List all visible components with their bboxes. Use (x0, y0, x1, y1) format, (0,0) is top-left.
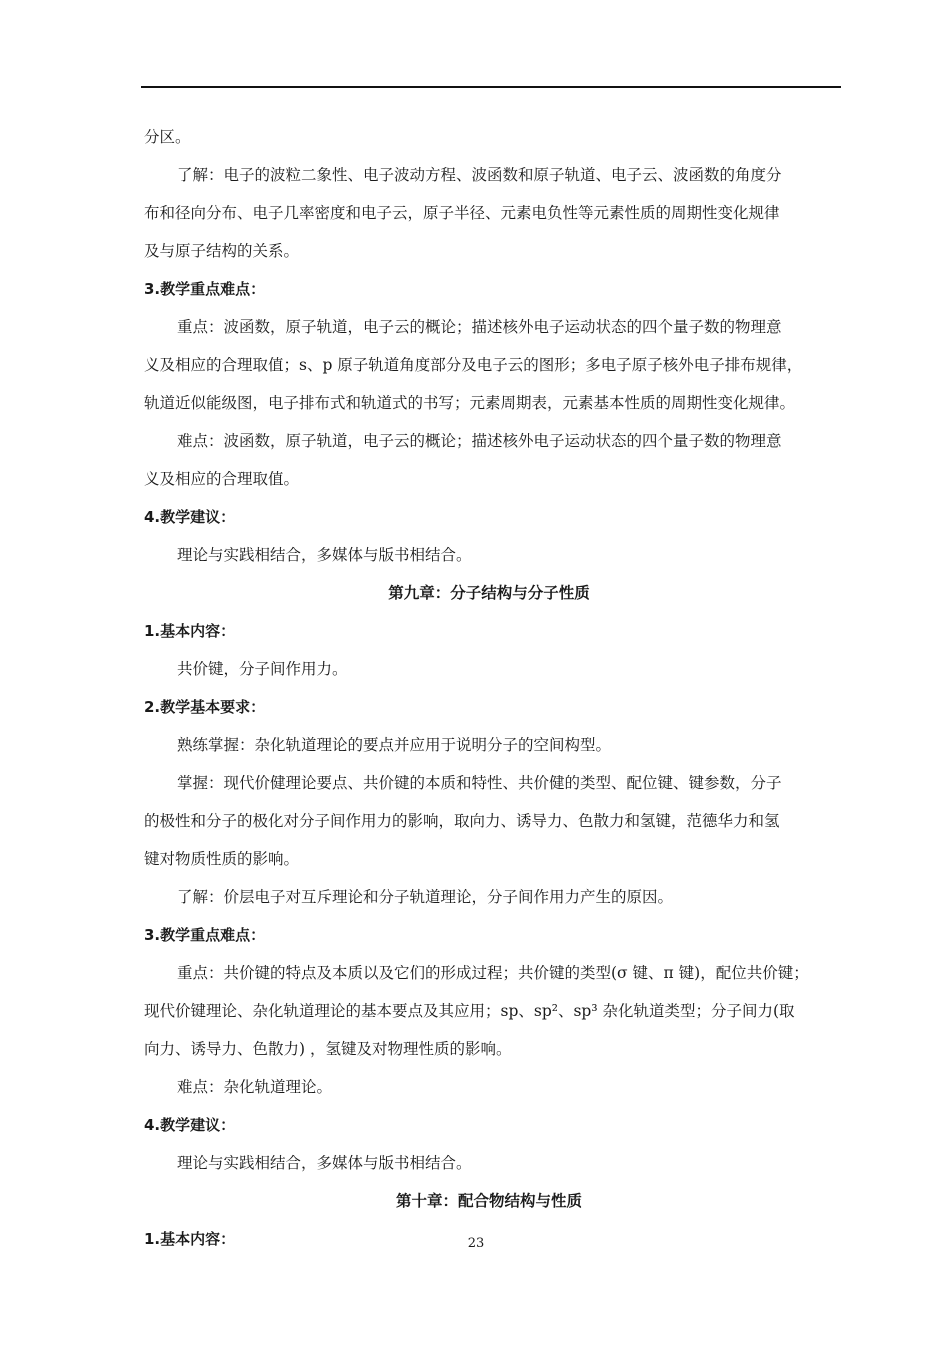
text-line: 掌握：现代价健理论要点、共价键的本质和特性、共价健的类型、配位键、键参数，分子 (177, 774, 782, 792)
header-rule (141, 86, 841, 88)
text-line: 了解：电子的波粒二象性、电子波动方程、波函数和原子轨道、电子云、波函数的角度分 (177, 166, 782, 184)
chapter-title: 第九章：分子结构与分子性质 (388, 584, 590, 602)
text-line: 布和径向分布、电子几率密度和电子云，原子半径、元素电负性等元素性质的周期性变化规律 (144, 204, 780, 222)
text-line: 义及相应的合理取值。 (144, 470, 300, 488)
section-heading: 3.教学重点难点： (144, 926, 266, 944)
section-heading: 1.基本内容： (144, 622, 236, 640)
chapter-title: 第十章：配合物结构与性质 (395, 1192, 582, 1210)
page-number: 23 (467, 1236, 485, 1251)
text-line: 键对物质性质的影响。 (144, 850, 300, 868)
text-line: 轨道近似能级图，电子排布式和轨道式的书写；元素周期表，元素基本性质的周期性变化规律。 (144, 394, 796, 412)
section-heading: 4.教学建议： (144, 508, 236, 526)
text-line: 共价键，分子间作用力。 (177, 660, 348, 678)
text-line: 的极性和分子的极化对分子间作用力的影响，取向力、诱导力、色散力和氢键，范德华力和氢 (144, 812, 780, 830)
text-line: 理论与实践相结合，多媒体与版书相结合。 (177, 546, 472, 564)
text-line: 重点：共价键的特点及本质以及它们的形成过程；共价键的类型(σ 键、π 键)，配位共价键； (177, 964, 809, 982)
text-line: 了解：价层电子对互斥理论和分子轨道理论，分子间作用力产生的原因。 (177, 888, 674, 906)
section-heading: 3.教学重点难点： (144, 280, 266, 298)
document-body (144, 118, 834, 1258)
text-line: 现代价键理论、杂化轨道理论的基本要点及其应用；sp、sp²、sp³ 杂化轨道类型；分子间力(取 (144, 1002, 795, 1020)
section-heading: 4.教学建议： (144, 1116, 236, 1134)
text-line: 理论与实践相结合，多媒体与版书相结合。 (177, 1154, 472, 1172)
text-line: 义及相应的合理取值；s、p 原子轨道角度部分及电子云的图形；多电子原子核外电子排布规律， (144, 356, 803, 374)
section-heading: 1.基本内容： (144, 1230, 236, 1248)
text-line: 难点：波函数，原子轨道，电子云的概论；描述核外电子运动状态的四个量子数的物理意 (177, 432, 782, 450)
text-line: 重点：波函数，原子轨道，电子云的概论；描述核外电子运动状态的四个量子数的物理意 (177, 318, 782, 336)
text-line: 及与原子结构的关系。 (144, 242, 300, 260)
text-line: 分区。 (144, 128, 191, 146)
text-line: 难点：杂化轨道理论。 (177, 1078, 333, 1096)
text-line: 向力、诱导力、色散力) ，氢键及对物理性质的影响。 (144, 1040, 512, 1058)
text-line: 熟练掌握：杂化轨道理论的要点并应用于说明分子的空间构型。 (177, 736, 612, 754)
section-heading: 2.教学基本要求： (144, 698, 266, 716)
